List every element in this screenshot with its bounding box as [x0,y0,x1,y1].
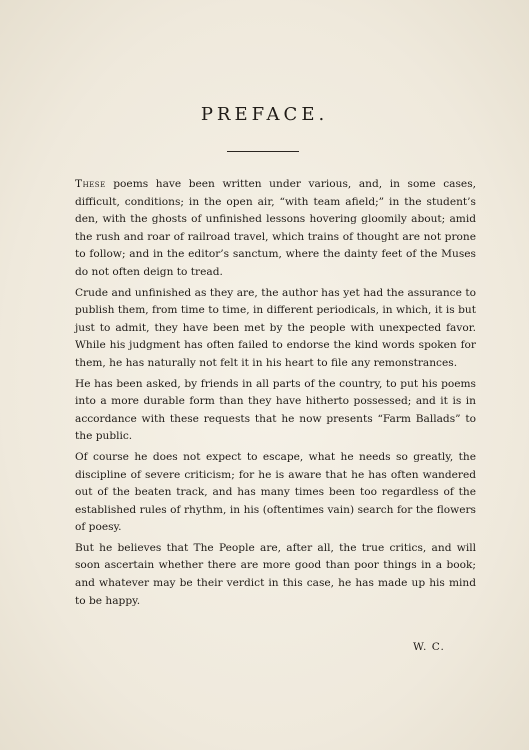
paragraph-4 [75,449,476,537]
paragraph-1 [75,176,476,282]
paragraph-text: He has been asked, by friends in all parts of the country, to put his poems into a more durable form than they have hitherto possessed; and it is in accordance with these requests that he now presents “Farm Ballads” to the public. [75,377,476,443]
author-signature: W. C. [413,641,445,653]
paragraph-lead: These [75,178,106,190]
paragraph-3 [75,376,476,446]
preface-body [75,176,476,613]
paragraph-text: poems have been written under various, and, in some cases, difficult, conditions; in the open air, “with team afield;” in the student’s den, with the ghosts of unfinished lessons hovering gloomily about; amid the rush and roar of railroad travel, which trains of thought are not prone to follow; and in the editor’s sanctum, where the dainty feet of the Muses do not often deign to tread. [75,178,476,278]
paragraph-text: But he believes that The People are, after all, the true critics, and will soon ascertain whether there are more good than poor things in a book; and whatever may be their verdict in this case, he has made up his mind to be happy. [75,541,476,607]
page-title: PREFACE. [200,104,329,125]
title-divider [227,151,299,152]
paragraph-2 [75,285,476,373]
paragraph-text: Crude and unfinished as they are, the author has yet had the assurance to publish them, from time to time, in different periodicals, in which, it is but just to admit, they have been met by the people with unexpected favor. While his judgment has often failed to endorse the kind words spoken for them, he has naturally not felt it in his heart to file any remonstrances. [75,286,476,369]
paragraph-text: Of course he does not expect to escape, what he needs so greatly, the discipline of severe criticism; for he is aware that he has often wandered out of the beaten track, and has many times been too regardless of the established rules of rhythm, in his (oftentimes vain) search for the flowers of poesy. [75,450,476,534]
paragraph-5 [75,540,476,610]
